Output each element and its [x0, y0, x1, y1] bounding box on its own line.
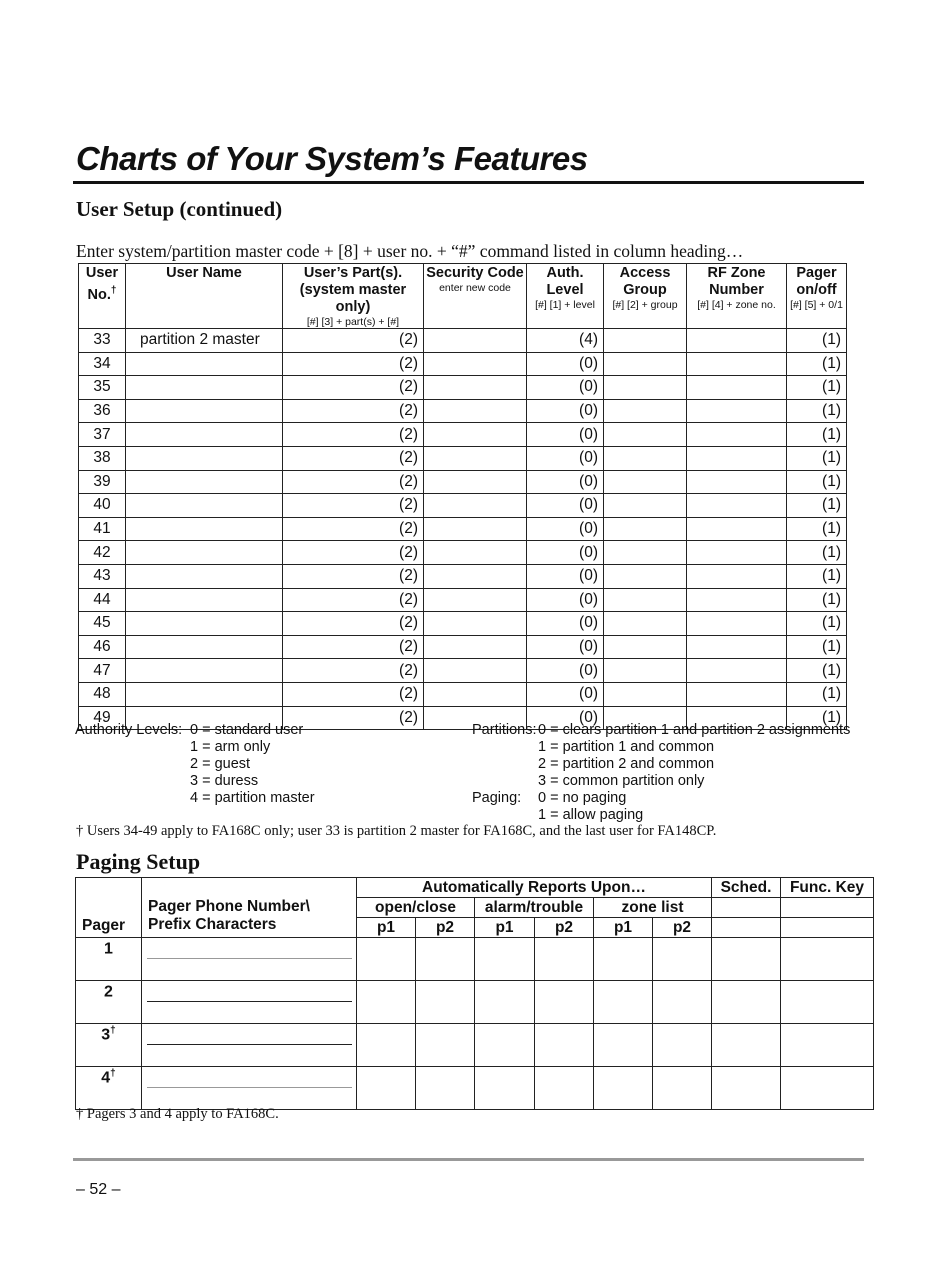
user-name-cell [126, 494, 283, 518]
authority-levels-label: Authority Levels: [75, 722, 183, 738]
access-group-cell [604, 352, 687, 376]
instruction-text: Enter system/partition master code + [8] + user no. + “#” command listed in column heading… [76, 241, 744, 261]
rf-zone-cell [687, 376, 787, 400]
pager-on-off-cell: (1) [787, 470, 847, 494]
pager-on-off-cell: (1) [787, 399, 847, 423]
header-pager-on-off: Pager on/off [#] [5] + 0/1 [787, 264, 847, 329]
user-number-cell: 46 [79, 635, 126, 659]
auth-level-cell: (0) [527, 612, 604, 636]
header-func-key: Func. Key [781, 878, 874, 898]
user-number-cell: 36 [79, 399, 126, 423]
header-sched-blank [712, 918, 781, 938]
bottom-rule [73, 1158, 864, 1161]
access-group-cell [604, 423, 687, 447]
user-number-cell: 34 [79, 352, 126, 376]
user-number-cell: 45 [79, 612, 126, 636]
user-parts-cell: (2) [283, 423, 424, 447]
paging-item: 0 = no paging [538, 790, 627, 806]
user-number-cell: 38 [79, 446, 126, 470]
pager-entry-cell[interactable] [653, 1067, 712, 1110]
pager-on-off-cell: (1) [787, 423, 847, 447]
header-open-close: open/close [357, 898, 475, 918]
pager-entry-cell[interactable] [781, 938, 874, 981]
user-parts-cell: (2) [283, 352, 424, 376]
user-row [79, 659, 847, 683]
pager-on-off-cell: (1) [787, 446, 847, 470]
pager-entry-cell[interactable] [535, 981, 594, 1024]
auth-level-cell: (0) [527, 682, 604, 706]
pager-row [76, 938, 874, 981]
access-group-cell [604, 399, 687, 423]
user-name-cell: partition 2 master [126, 329, 283, 353]
auth-level-cell: (4) [527, 329, 604, 353]
header-func-blank [781, 898, 874, 918]
access-group-cell [604, 564, 687, 588]
pager-on-off-cell: (1) [787, 352, 847, 376]
pager-entry-cell[interactable] [712, 981, 781, 1024]
header-user-no: User No.† [79, 264, 126, 329]
user-number-cell: 40 [79, 494, 126, 518]
partition-item: 1 = partition 1 and common [538, 739, 715, 755]
security-code-cell [424, 635, 527, 659]
header-p1: p1 [594, 918, 653, 938]
footnote-pagers: † Pagers 3 and 4 apply to FA168C. [76, 1106, 279, 1122]
user-number-cell: 43 [79, 564, 126, 588]
pager-dagger: † [110, 1068, 116, 1079]
user-number-cell: 47 [79, 659, 126, 683]
user-parts-cell: (2) [283, 517, 424, 541]
rf-zone-cell [687, 446, 787, 470]
section-heading-paging-setup: Paging Setup [76, 849, 201, 874]
pager-phone-cell[interactable] [142, 938, 357, 981]
header-user-name: User Name [126, 264, 283, 329]
partition-item: 2 = partition 2 and common [538, 756, 715, 772]
user-number-cell: 33 [79, 329, 126, 353]
rf-zone-cell [687, 423, 787, 447]
header-auth-level: Auth. Level [#] [1] + level [527, 264, 604, 329]
user-row [79, 588, 847, 612]
security-code-cell [424, 541, 527, 565]
authority-level-item: 4 = partition master [190, 790, 315, 806]
user-row [79, 564, 847, 588]
header-pager-phone [142, 878, 357, 938]
user-name-cell [126, 446, 283, 470]
security-code-cell [424, 564, 527, 588]
user-parts-cell: (2) [283, 446, 424, 470]
pager-number: 4 [101, 1069, 111, 1087]
pager-phone-cell[interactable] [142, 1067, 357, 1110]
auth-level-cell: (0) [527, 352, 604, 376]
user-name-cell [126, 659, 283, 683]
pager-entry-cell[interactable] [781, 981, 874, 1024]
paging-setup-table [75, 877, 874, 1110]
user-parts-cell: (2) [283, 635, 424, 659]
user-row [79, 635, 847, 659]
user-row [79, 446, 847, 470]
auth-level-cell: (0) [527, 423, 604, 447]
pager-number-cell [76, 938, 142, 981]
pager-on-off-cell: (1) [787, 329, 847, 353]
user-setup-table [78, 263, 847, 730]
security-code-cell [424, 329, 527, 353]
pager-on-off-cell: (1) [787, 635, 847, 659]
pager-entry-cell[interactable] [535, 1067, 594, 1110]
user-parts-cell: (2) [283, 706, 424, 730]
pager-on-off-cell: (1) [787, 541, 847, 565]
pager-entry-cell[interactable] [416, 1067, 475, 1110]
pager-on-off-cell: (1) [787, 659, 847, 683]
access-group-cell [604, 659, 687, 683]
user-row [79, 541, 847, 565]
pager-row [76, 1067, 874, 1110]
header-p1: p1 [357, 918, 416, 938]
user-parts-cell: (2) [283, 564, 424, 588]
pager-number-cell [76, 981, 142, 1024]
pager-number-cell [76, 1067, 142, 1110]
header-users-parts: User’s Part(s). (system master only) [#] [3] + part(s) + [#] [283, 264, 424, 329]
header-rf-zone-number: RF Zone Number [#] [4] + zone no. [687, 264, 787, 329]
user-name-cell [126, 470, 283, 494]
pager-phone-entry-line [147, 1044, 352, 1045]
auth-level-cell: (0) [527, 446, 604, 470]
pager-row [76, 1024, 874, 1067]
user-number-cell: 41 [79, 517, 126, 541]
partition-item: 0 = clears partition 1 and partition 2 assignments [538, 722, 851, 738]
pager-phone-cell[interactable] [142, 1024, 357, 1067]
pager-entry-cell[interactable] [594, 1067, 653, 1110]
user-number-cell: 48 [79, 682, 126, 706]
access-group-cell [604, 494, 687, 518]
pager-on-off-cell: (1) [787, 517, 847, 541]
rf-zone-cell [687, 541, 787, 565]
pager-entry-cell[interactable] [712, 1067, 781, 1110]
security-code-cell [424, 659, 527, 683]
pager-on-off-cell: (1) [787, 682, 847, 706]
user-parts-cell: (2) [283, 541, 424, 565]
user-table-header-row [79, 264, 847, 329]
user-name-cell [126, 612, 283, 636]
user-row [79, 329, 847, 353]
pager-entry-cell[interactable] [594, 981, 653, 1024]
access-group-cell [604, 517, 687, 541]
header-p2: p2 [416, 918, 475, 938]
header-pager: Pager [76, 878, 142, 938]
user-name-cell [126, 588, 283, 612]
pager-entry-cell[interactable] [535, 938, 594, 981]
user-row [79, 399, 847, 423]
user-parts-cell: (2) [283, 329, 424, 353]
user-parts-cell: (2) [283, 494, 424, 518]
user-name-cell [126, 635, 283, 659]
user-row [79, 682, 847, 706]
rf-zone-cell [687, 329, 787, 353]
security-code-cell [424, 423, 527, 447]
header-sched: Sched. [712, 878, 781, 898]
pager-entry-cell[interactable] [475, 1024, 535, 1067]
pager-on-off-cell: (1) [787, 612, 847, 636]
user-row [79, 376, 847, 400]
security-code-cell [424, 517, 527, 541]
access-group-cell [604, 329, 687, 353]
user-name-cell [126, 352, 283, 376]
pager-on-off-cell: (1) [787, 494, 847, 518]
header-access-group: Access Group [#] [2] + group [604, 264, 687, 329]
header-alarm-trouble: alarm/trouble [475, 898, 594, 918]
pager-entry-cell[interactable] [594, 1024, 653, 1067]
security-code-cell [424, 399, 527, 423]
security-code-cell [424, 494, 527, 518]
header-pager-phone-line1: Pager Phone Number\ [148, 898, 310, 915]
pager-entry-cell[interactable] [475, 1067, 535, 1110]
paging-label: Paging: [472, 790, 522, 806]
user-row [79, 517, 847, 541]
partition-item: 3 = common partition only [538, 773, 705, 789]
user-name-cell [126, 517, 283, 541]
rf-zone-cell [687, 588, 787, 612]
header-security-code: Security Code enter new code [424, 264, 527, 329]
access-group-cell [604, 446, 687, 470]
access-group-cell [604, 541, 687, 565]
auth-level-cell: (0) [527, 376, 604, 400]
auth-level-cell: (0) [527, 517, 604, 541]
pager-phone-entry-line [147, 1087, 352, 1088]
pager-number: 3 [101, 1026, 111, 1044]
user-parts-cell: (2) [283, 588, 424, 612]
pager-phone-entry-line [147, 958, 352, 959]
section-heading-user-setup: User Setup (continued) [76, 197, 283, 221]
rf-zone-cell [687, 494, 787, 518]
pager-row [76, 981, 874, 1024]
pager-entry-cell[interactable] [653, 938, 712, 981]
user-number-cell: 44 [79, 588, 126, 612]
auth-level-cell: (0) [527, 706, 604, 730]
security-code-cell [424, 446, 527, 470]
pager-phone-entry-line [147, 1001, 352, 1002]
user-parts-cell: (2) [283, 399, 424, 423]
rf-zone-cell [687, 612, 787, 636]
pager-entry-cell[interactable] [653, 1024, 712, 1067]
rf-zone-cell [687, 659, 787, 683]
partitions-label: Partitions: [472, 722, 537, 738]
pager-entry-cell[interactable] [712, 938, 781, 981]
user-name-cell [126, 564, 283, 588]
user-number-cell: 35 [79, 376, 126, 400]
authority-level-item: 3 = duress [190, 773, 259, 789]
user-name-cell [126, 541, 283, 565]
title-rule [73, 181, 864, 184]
rf-zone-cell [687, 564, 787, 588]
security-code-cell [424, 588, 527, 612]
page-title: Charts of Your System’s Features [76, 140, 588, 177]
pager-entry-cell[interactable] [357, 981, 416, 1024]
header-zone-list: zone list [594, 898, 712, 918]
auth-level-cell: (0) [527, 399, 604, 423]
user-row [79, 352, 847, 376]
user-number-cell: 42 [79, 541, 126, 565]
header-pager-phone-line2: Prefix Characters [148, 916, 277, 933]
auth-level-cell: (0) [527, 635, 604, 659]
pager-entry-cell[interactable] [357, 1067, 416, 1110]
user-row [79, 612, 847, 636]
header-p1: p1 [475, 918, 535, 938]
user-row [79, 470, 847, 494]
pager-phone-cell[interactable] [142, 981, 357, 1024]
rf-zone-cell [687, 470, 787, 494]
user-row [79, 494, 847, 518]
user-number-cell: 49 [79, 706, 126, 730]
user-name-cell [126, 399, 283, 423]
pager-entry-cell[interactable] [535, 1024, 594, 1067]
pager-entry-cell[interactable] [475, 938, 535, 981]
header-func-blank [781, 918, 874, 938]
rf-zone-cell [687, 635, 787, 659]
auth-level-cell: (0) [527, 470, 604, 494]
footnote-users: † Users 34-49 apply to FA168C only; user 33 is partition 2 master for FA168C, and the last user for FA148CP. [76, 823, 717, 839]
access-group-cell [604, 635, 687, 659]
pager-number: 1 [104, 940, 113, 958]
user-name-cell [126, 682, 283, 706]
security-code-cell [424, 612, 527, 636]
pager-on-off-cell: (1) [787, 588, 847, 612]
user-name-cell [126, 376, 283, 400]
security-code-cell [424, 470, 527, 494]
pager-entry-cell[interactable] [416, 981, 475, 1024]
security-code-cell [424, 376, 527, 400]
header-sched-blank [712, 898, 781, 918]
header-automatically-reports: Automatically Reports Upon… [357, 878, 712, 898]
paging-item: 1 = allow paging [538, 807, 644, 823]
pager-dagger: † [110, 1025, 116, 1036]
authority-level-item: 2 = guest [190, 756, 251, 772]
pager-entry-cell[interactable] [781, 1024, 874, 1067]
authority-level-item: 0 = standard user [190, 722, 304, 738]
rf-zone-cell [687, 517, 787, 541]
pager-entry-cell[interactable] [594, 938, 653, 981]
user-parts-cell: (2) [283, 470, 424, 494]
user-parts-cell: (2) [283, 659, 424, 683]
pager-on-off-cell: (1) [787, 706, 847, 730]
rf-zone-cell [687, 399, 787, 423]
user-number-cell: 39 [79, 470, 126, 494]
user-parts-cell: (2) [283, 376, 424, 400]
auth-level-cell: (0) [527, 659, 604, 683]
header-p2: p2 [535, 918, 594, 938]
rf-zone-cell [687, 352, 787, 376]
auth-level-cell: (0) [527, 588, 604, 612]
user-name-cell [126, 423, 283, 447]
user-parts-cell: (2) [283, 682, 424, 706]
pager-entry-cell[interactable] [416, 938, 475, 981]
header-p2: p2 [653, 918, 712, 938]
user-number-cell: 37 [79, 423, 126, 447]
access-group-cell [604, 612, 687, 636]
pager-entry-cell[interactable] [357, 938, 416, 981]
security-code-cell [424, 682, 527, 706]
pager-number-cell [76, 1024, 142, 1067]
pager-on-off-cell: (1) [787, 564, 847, 588]
authority-level-item: 1 = arm only [190, 739, 271, 755]
user-row [79, 423, 847, 447]
pager-entry-cell[interactable] [416, 1024, 475, 1067]
auth-level-cell: (0) [527, 564, 604, 588]
pager-entry-cell[interactable] [357, 1024, 416, 1067]
security-code-cell [424, 352, 527, 376]
pager-entry-cell[interactable] [475, 981, 535, 1024]
rf-zone-cell [687, 682, 787, 706]
pager-entry-cell[interactable] [781, 1067, 874, 1110]
access-group-cell [604, 470, 687, 494]
access-group-cell [604, 376, 687, 400]
page-number: – 52 – [76, 1181, 121, 1198]
access-group-cell [604, 682, 687, 706]
auth-level-cell: (0) [527, 494, 604, 518]
pager-entry-cell[interactable] [712, 1024, 781, 1067]
access-group-cell [604, 588, 687, 612]
pager-number: 2 [104, 983, 113, 1001]
auth-level-cell: (0) [527, 541, 604, 565]
user-parts-cell: (2) [283, 612, 424, 636]
pager-on-off-cell: (1) [787, 376, 847, 400]
pager-entry-cell[interactable] [653, 981, 712, 1024]
